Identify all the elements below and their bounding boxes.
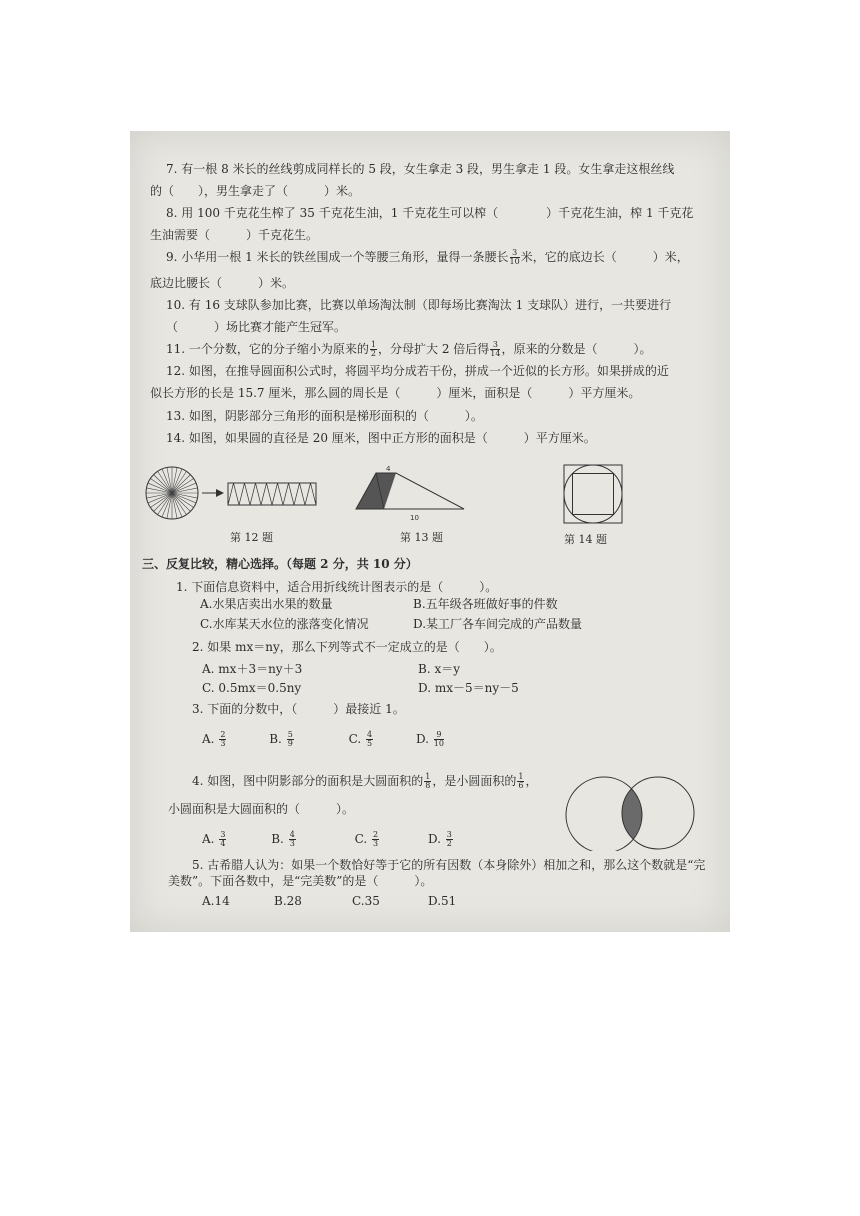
- section3-title: 三、反复比较，精心选择。（每题 2 分，共 10 分）: [142, 557, 418, 571]
- s3-q3-option-c: [349, 732, 375, 746]
- s3-q4-line2: 小圆面积是大圆面积的（ ）。: [168, 802, 355, 816]
- q11-text-a: 11. 一个分数，它的分子缩小为原来的: [166, 342, 369, 356]
- q10-line2: （ ）场比赛才能产生冠军。: [166, 320, 347, 334]
- q9-line2: 底边比腰长（ ）米。: [150, 276, 295, 290]
- frac-den: 6: [518, 781, 524, 790]
- frac-den: 3: [289, 839, 295, 848]
- frac-den: 8: [425, 781, 431, 790]
- frac-den: 4: [220, 839, 226, 848]
- s3-q4-figure-overlapping-circles: [562, 775, 698, 851]
- q9-frac-num: 3: [510, 249, 520, 258]
- option-label: D.: [415, 732, 429, 746]
- option-label: C.: [348, 732, 362, 746]
- inner-square: [573, 474, 614, 515]
- s3-q4-options: [202, 831, 454, 848]
- q9-text-a: 9. 小华用一根 1 米长的铁丝围成一个等腰三角形，量得一条腰长: [166, 250, 509, 264]
- option-label: C.: [354, 832, 368, 846]
- q9-text-b: 米，它的底边长（ ）米，: [520, 250, 689, 264]
- s3-q5-line2: 美数”。下面各数中，是“完美数”的是（ ）。: [168, 874, 433, 888]
- q11-fraction-2: [490, 341, 500, 358]
- s3-q3-option-a: [202, 732, 227, 746]
- option-label: A.: [202, 832, 215, 846]
- s3-q4-line1: [192, 773, 537, 790]
- frac-den: 9: [287, 739, 293, 748]
- q7-line2: 的（ ），男生拿走了（ ）米。: [150, 184, 361, 198]
- s3-q3-options: [202, 731, 445, 748]
- s3-q4-option-c: [355, 832, 381, 846]
- sector-circle: [146, 467, 198, 519]
- q11-f1-num: 1: [370, 340, 376, 349]
- s3-q3-stem: 3. 下面的分数中，（ ）最接近 1。: [192, 702, 405, 716]
- s3-q5-line1: 5. 古希腊人认为：如果一个数恰好等于它的所有因数（本身除外）相加之和，那么这个数就是“完: [192, 858, 706, 872]
- frac-num: 3: [220, 830, 226, 839]
- frac-den: 5: [367, 739, 373, 748]
- s3-q1-option-b: B.五年级各班做好事的件数: [413, 597, 558, 611]
- option-label: B.: [271, 832, 284, 846]
- s3-q3-option-b: [269, 732, 295, 746]
- q11-f2-den: 14: [490, 349, 501, 358]
- q12-line1: 12. 如图，在推导圆面积公式时，将圆平均分成若干份，拼成一个近似的长方形。如果拼成的近: [166, 364, 669, 378]
- q13-line1: 13. 如图，阴影部分三角形的面积是梯形面积的（ ）。: [166, 409, 483, 423]
- q8-line2: 生油需要（ ）千克花生。: [150, 228, 319, 242]
- option-label: B.: [269, 732, 282, 746]
- s3-q4-fraction-1: [424, 773, 431, 790]
- s3-q4-option-a: [202, 832, 227, 846]
- q9-line1: [166, 249, 689, 266]
- q11-line1: [166, 341, 651, 358]
- caption-fig13: 第 13 题: [400, 531, 443, 544]
- q9-frac-den: 10: [509, 257, 520, 266]
- s3-q2-option-a: A. mx＋3＝ny＋3: [202, 662, 303, 676]
- trapezoid-bottom-label: 10: [410, 514, 419, 522]
- q8-line1: 8. 用 100 千克花生榨了 35 千克花生油，1 千克花生可以榨（ ）千克花生油，榨 1 千克花: [166, 206, 694, 220]
- q11-f1-den: 2: [370, 349, 376, 358]
- s3-q5-option-c: C.35: [352, 894, 380, 908]
- caption-fig14: 第 14 题: [564, 533, 607, 546]
- s3-q4-text-b: ，是小圆面积的: [432, 774, 517, 788]
- approx-rectangle: [228, 483, 316, 505]
- q7-line1: 7. 有一根 8 米长的丝线剪成同样长的 5 段，女生拿走 3 段，男生拿走 1 段。女生拿走这根丝线: [166, 162, 675, 176]
- frac-den: 3: [220, 739, 226, 748]
- trapezoid-top-label: 4: [386, 465, 391, 473]
- exam-sheet: [130, 131, 730, 932]
- shaded-triangle: [356, 473, 396, 509]
- s3-q1-option-c: C.水库某天水位的涨落变化情况: [200, 617, 369, 631]
- frac-num: 9: [434, 731, 444, 740]
- s3-q4-option-b: [271, 832, 297, 846]
- frac-num: 4: [367, 730, 373, 739]
- s3-q3-option-d: [416, 732, 445, 746]
- s3-q1-option-d: D.某工厂各车间完成的产品数量: [413, 617, 583, 631]
- frac-den: 3: [373, 839, 379, 848]
- frac-num: 2: [373, 830, 379, 839]
- option-label: D.: [427, 832, 441, 846]
- frac-num: 3: [446, 830, 452, 839]
- frac-den: 10: [433, 739, 444, 748]
- frac-num: 5: [287, 730, 293, 739]
- q10-line1: 10. 有 16 支球队参加比赛，比赛以单场淘汰制（即每场比赛淘汰 1 支球队）进行，一共要进行: [166, 298, 672, 312]
- s3-q2-option-d: D. mx－5＝ny－5: [418, 681, 519, 695]
- s3-q2-stem: 2. 如果 mx＝ny，那么下列等式不一定成立的是（ ）。: [192, 640, 502, 654]
- q11-f2-num: 3: [490, 341, 500, 350]
- option-label: A.: [202, 732, 215, 746]
- figure-14-circle-square: [554, 461, 626, 527]
- q11-text-b: ，分母扩大 2 倍后得: [378, 342, 490, 356]
- s3-q5-option-d: D.51: [428, 894, 457, 908]
- arrow-head: [216, 489, 224, 497]
- s3-q4-text-a: 4. 如图，图中阴影部分的面积是大圆面积的: [192, 774, 424, 788]
- q11-text-c: ，原来的分数是（ ）。: [501, 342, 652, 356]
- frac-num: 1: [425, 772, 431, 781]
- s3-q2-option-c: C. 0.5mx＝0.5ny: [202, 681, 302, 695]
- s3-q2-option-b: B. x＝y: [418, 662, 460, 676]
- s3-q1-option-a: A.水果店卖出水果的数量: [200, 597, 333, 611]
- figure-13-trapezoid: [348, 465, 472, 523]
- s3-q4-option-d: [428, 832, 454, 846]
- frac-num: 1: [518, 772, 524, 781]
- q12-line2: 似长方形的长是 15.7 厘米，那么圆的周长是（ ）厘米，面积是（ ）平方厘米。: [150, 386, 641, 400]
- q9-fraction: [510, 249, 520, 266]
- s3-q4-fraction-2: [517, 773, 524, 790]
- frac-den: 2: [446, 839, 452, 848]
- s3-q5-option-b: B.28: [274, 894, 302, 908]
- s3-q5-option-a: A.14: [202, 894, 230, 908]
- s3-q4-text-c: ，: [525, 774, 538, 788]
- frac-num: 4: [289, 830, 295, 839]
- q14-line1: 14. 如图，如果圆的直径是 20 厘米，图中正方形的面积是（ ）平方厘米。: [166, 431, 596, 445]
- q11-fraction-1: [370, 341, 377, 358]
- s3-q1-stem: 1. 下面信息资料中，适合用折线统计图表示的是（ ）。: [176, 580, 498, 594]
- caption-fig12: 第 12 题: [230, 531, 273, 544]
- figure-12-circle-rectangle: [142, 463, 342, 527]
- frac-num: 2: [220, 730, 226, 739]
